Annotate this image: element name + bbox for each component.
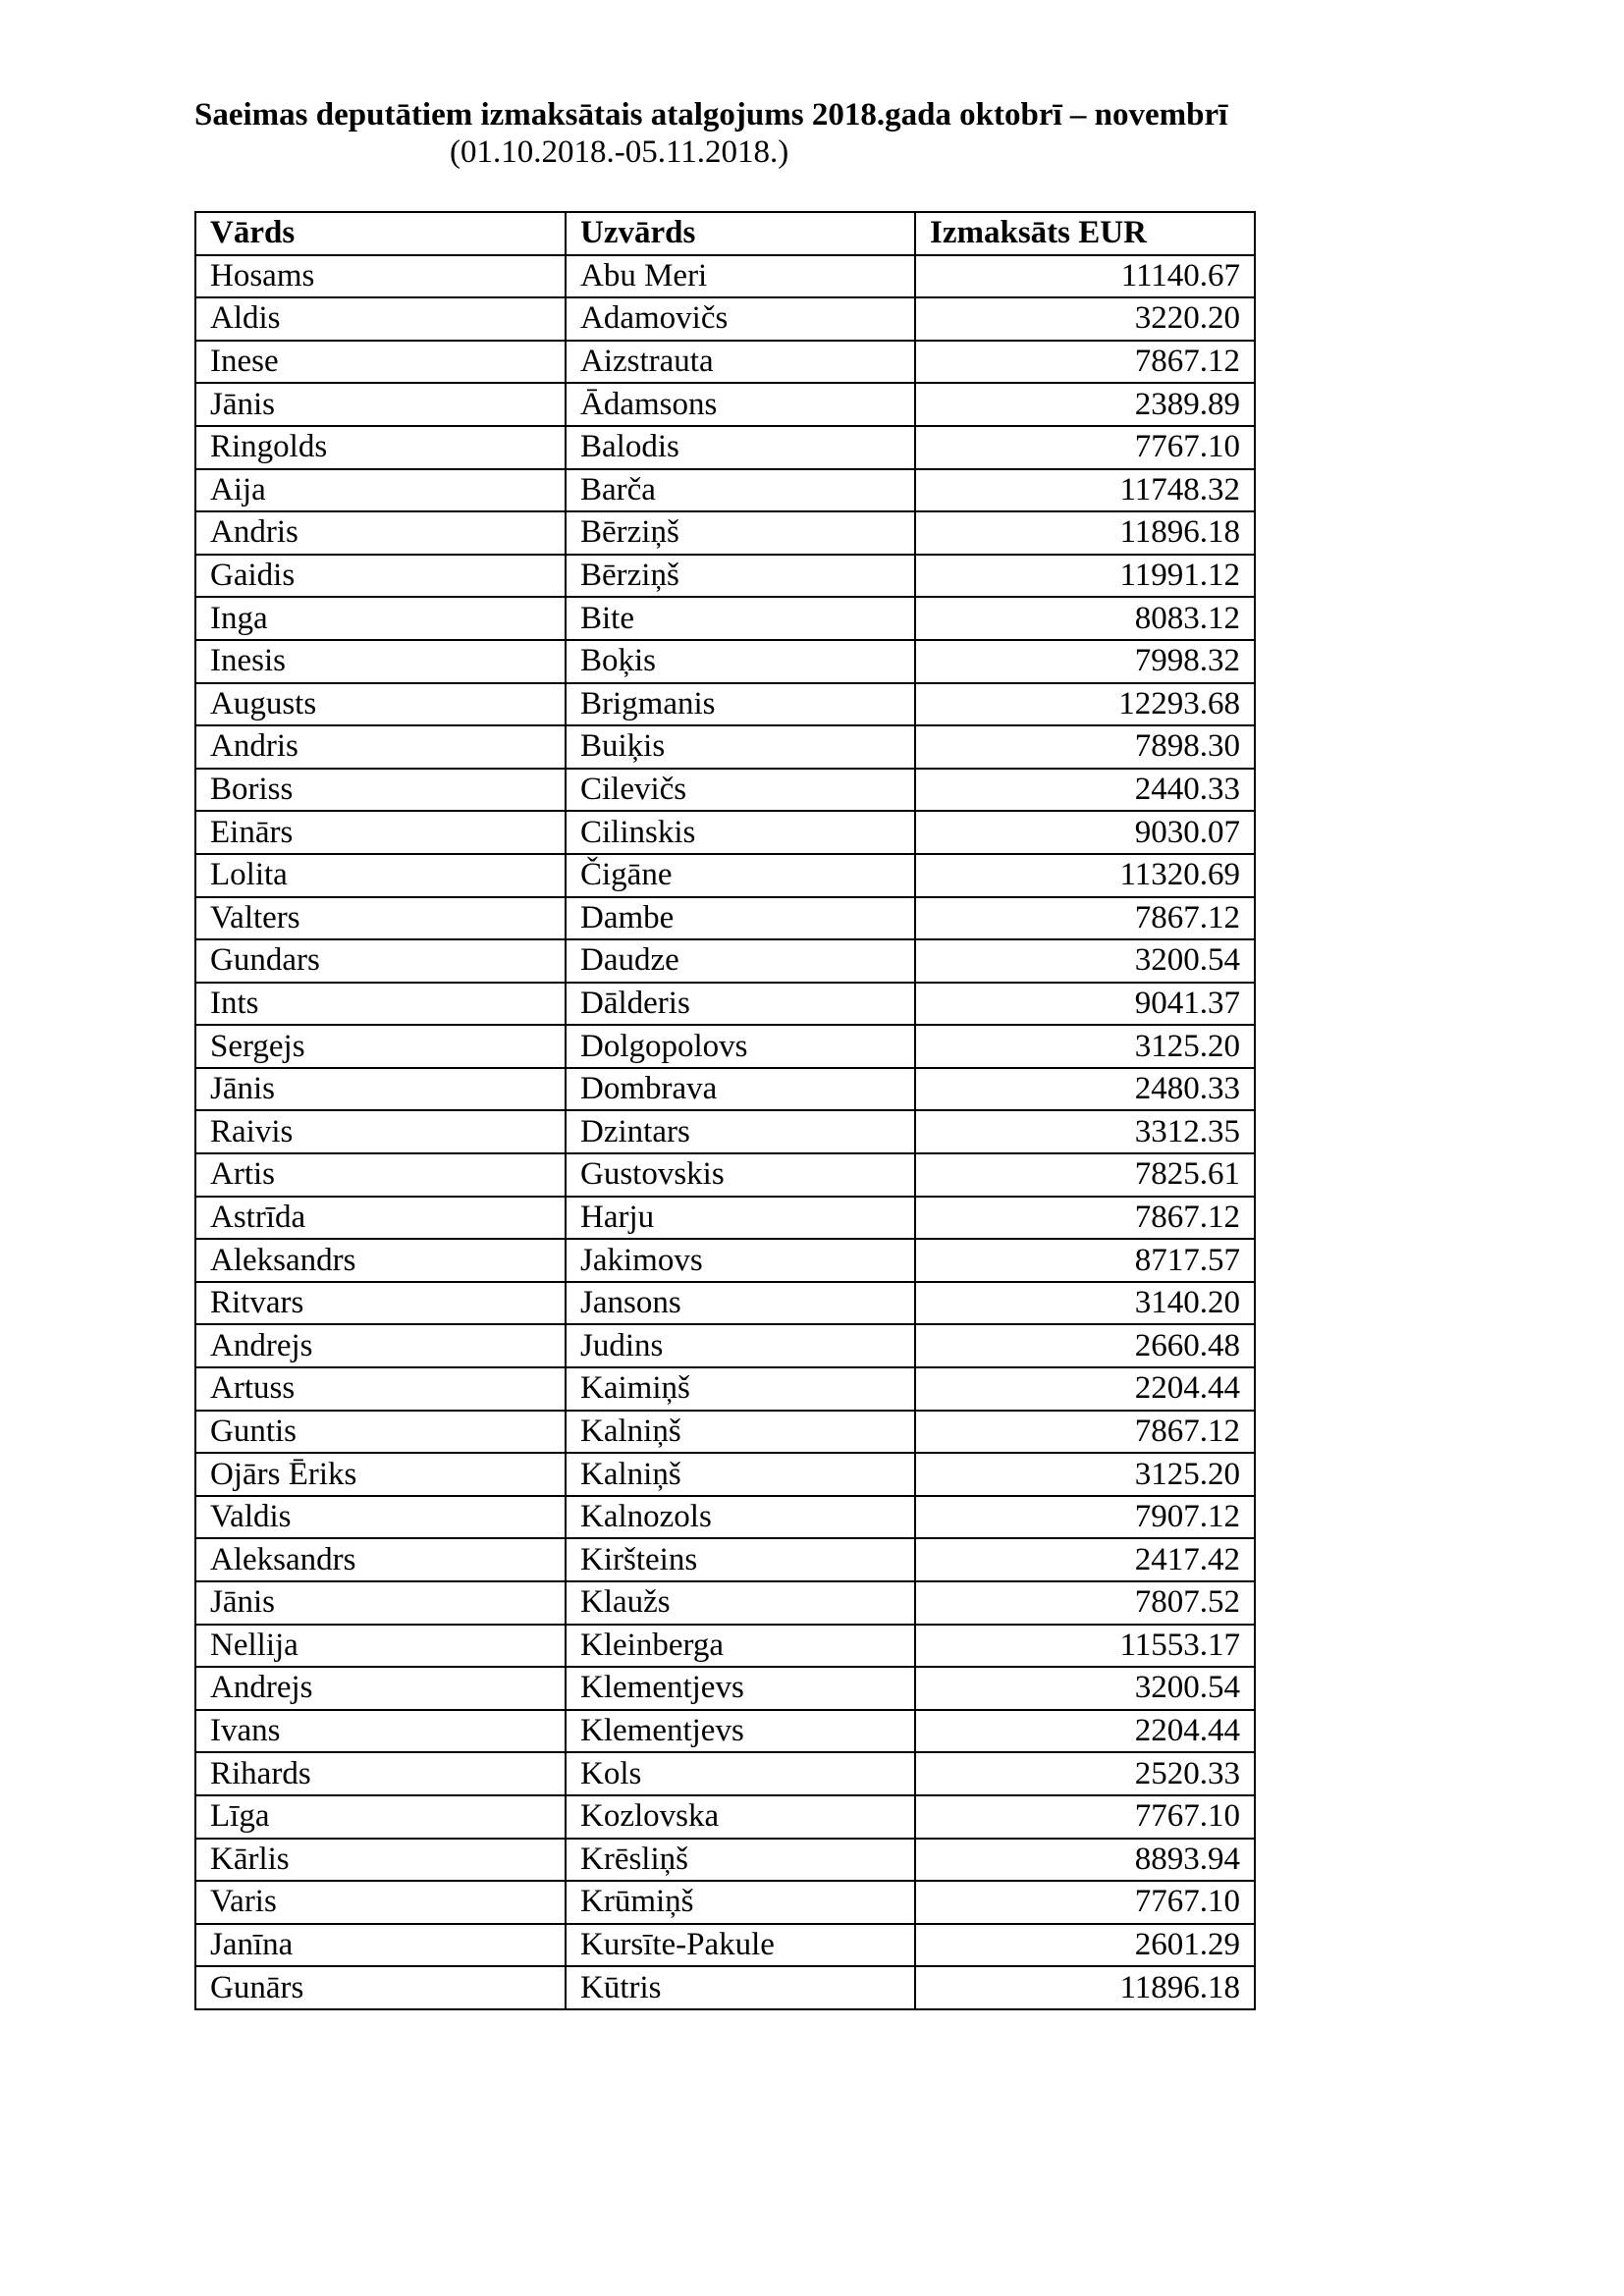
- first-name-cell: Hosams: [195, 255, 566, 298]
- table-row: [195, 426, 1255, 469]
- last-name-cell: Bērziņš: [566, 511, 915, 555]
- first-name-cell: Rihards: [195, 1752, 566, 1795]
- last-name-cell: Kozlovska: [566, 1795, 915, 1839]
- amount-cell: 2204.44: [915, 1710, 1255, 1753]
- table-row: [195, 897, 1255, 940]
- last-name-cell: Barča: [566, 469, 915, 512]
- first-name-cell: Janīna: [195, 1924, 566, 1967]
- amount-cell: 11896.18: [915, 511, 1255, 555]
- amount-cell: 11748.32: [915, 469, 1255, 512]
- amount-cell: 3220.20: [915, 297, 1255, 341]
- table-row: [195, 811, 1255, 854]
- table-row: [195, 1197, 1255, 1240]
- last-name-cell: Dolgopolovs: [566, 1025, 915, 1068]
- table-row: [195, 1110, 1255, 1153]
- document-date-range: (01.10.2018.-05.11.2018.): [450, 134, 789, 170]
- amount-cell: 7998.32: [915, 640, 1255, 683]
- last-name-cell: Kūtris: [566, 1966, 915, 2009]
- table-row: [195, 1068, 1255, 1111]
- amount-cell: 7767.10: [915, 1795, 1255, 1839]
- amount-cell: 3312.35: [915, 1110, 1255, 1153]
- table-row: [195, 983, 1255, 1026]
- last-name-cell: Kalniņš: [566, 1411, 915, 1454]
- last-name-cell: Kiršteins: [566, 1538, 915, 1581]
- amount-cell: 11991.12: [915, 555, 1255, 598]
- table-row: [195, 725, 1255, 769]
- first-name-cell: Boriss: [195, 769, 566, 812]
- table-row: [195, 341, 1255, 384]
- amount-cell: 8893.94: [915, 1839, 1255, 1882]
- amount-cell: 11553.17: [915, 1625, 1255, 1668]
- amount-cell: 2480.33: [915, 1068, 1255, 1111]
- first-name-cell: Aldis: [195, 297, 566, 341]
- amount-cell: 7807.52: [915, 1581, 1255, 1625]
- table-row: [195, 854, 1255, 897]
- table-row: [195, 939, 1255, 983]
- last-name-cell: Jansons: [566, 1282, 915, 1325]
- first-name-cell: Einārs: [195, 811, 566, 854]
- first-name-cell: Lolita: [195, 854, 566, 897]
- header-amount: Izmaksāts EUR: [915, 212, 1255, 255]
- table-row: [195, 511, 1255, 555]
- first-name-cell: Jānis: [195, 383, 566, 426]
- last-name-cell: Kursīte-Pakule: [566, 1924, 915, 1967]
- first-name-cell: Artis: [195, 1153, 566, 1197]
- last-name-cell: Daudze: [566, 939, 915, 983]
- first-name-cell: Valdis: [195, 1496, 566, 1539]
- last-name-cell: Kols: [566, 1752, 915, 1795]
- last-name-cell: Boķis: [566, 640, 915, 683]
- first-name-cell: Ringolds: [195, 426, 566, 469]
- last-name-cell: Balodis: [566, 426, 915, 469]
- first-name-cell: Aleksandrs: [195, 1538, 566, 1581]
- first-name-cell: Guntis: [195, 1411, 566, 1454]
- table-row: [195, 255, 1255, 298]
- table-row: [195, 1282, 1255, 1325]
- first-name-cell: Gaidis: [195, 555, 566, 598]
- table-row: [195, 1881, 1255, 1924]
- table-row: [195, 769, 1255, 812]
- header-first-name: Vārds: [195, 212, 566, 255]
- last-name-cell: Klementjevs: [566, 1667, 915, 1710]
- amount-cell: 2389.89: [915, 383, 1255, 426]
- amount-cell: 7867.12: [915, 1197, 1255, 1240]
- first-name-cell: Sergejs: [195, 1025, 566, 1068]
- table-row: [195, 1839, 1255, 1882]
- last-name-cell: Čigāne: [566, 854, 915, 897]
- first-name-cell: Ints: [195, 983, 566, 1026]
- table-row: [195, 1496, 1255, 1539]
- first-name-cell: Ivans: [195, 1710, 566, 1753]
- last-name-cell: Ādamsons: [566, 383, 915, 426]
- last-name-cell: Dālderis: [566, 983, 915, 1026]
- table-row: [195, 1752, 1255, 1795]
- last-name-cell: Harju: [566, 1197, 915, 1240]
- amount-cell: 8083.12: [915, 597, 1255, 640]
- last-name-cell: Dombrava: [566, 1068, 915, 1111]
- amount-cell: 9030.07: [915, 811, 1255, 854]
- last-name-cell: Kleinberga: [566, 1625, 915, 1668]
- last-name-cell: Buiķis: [566, 725, 915, 769]
- table-row: [195, 555, 1255, 598]
- amount-cell: 11140.67: [915, 255, 1255, 298]
- first-name-cell: Gundars: [195, 939, 566, 983]
- first-name-cell: Andrejs: [195, 1667, 566, 1710]
- first-name-cell: Andrejs: [195, 1324, 566, 1367]
- first-name-cell: Ritvars: [195, 1282, 566, 1325]
- amount-cell: 7907.12: [915, 1496, 1255, 1539]
- last-name-cell: Judins: [566, 1324, 915, 1367]
- table-row: [195, 1581, 1255, 1625]
- table-row: [195, 1795, 1255, 1839]
- table-row: [195, 1924, 1255, 1967]
- last-name-cell: Kalnozols: [566, 1496, 915, 1539]
- last-name-cell: Dzintars: [566, 1110, 915, 1153]
- first-name-cell: Gunārs: [195, 1966, 566, 2009]
- table-row: [195, 1153, 1255, 1197]
- amount-cell: 2204.44: [915, 1367, 1255, 1411]
- table-row: [195, 1966, 1255, 2009]
- amount-cell: 3200.54: [915, 939, 1255, 983]
- first-name-cell: Aleksandrs: [195, 1239, 566, 1282]
- amount-cell: 7767.10: [915, 1881, 1255, 1924]
- amount-cell: 7825.61: [915, 1153, 1255, 1197]
- first-name-cell: Līga: [195, 1795, 566, 1839]
- first-name-cell: Augusts: [195, 683, 566, 726]
- first-name-cell: Ojārs Ēriks: [195, 1453, 566, 1496]
- table-row: [195, 1411, 1255, 1454]
- last-name-cell: Abu Meri: [566, 255, 915, 298]
- amount-cell: 7898.30: [915, 725, 1255, 769]
- amount-cell: 3125.20: [915, 1025, 1255, 1068]
- document-title: Saeimas deputātiem izmaksātais atalgojums 2018.gada oktobrī – novembrī: [194, 97, 1228, 133]
- first-name-cell: Kārlis: [195, 1839, 566, 1882]
- first-name-cell: Aija: [195, 469, 566, 512]
- last-name-cell: Brigmanis: [566, 683, 915, 726]
- first-name-cell: Astrīda: [195, 1197, 566, 1240]
- table-row: [195, 383, 1255, 426]
- first-name-cell: Raivis: [195, 1110, 566, 1153]
- table-row: [195, 1625, 1255, 1668]
- amount-cell: 7867.12: [915, 897, 1255, 940]
- amount-cell: 3125.20: [915, 1453, 1255, 1496]
- amount-cell: 2520.33: [915, 1752, 1255, 1795]
- last-name-cell: Adamovičs: [566, 297, 915, 341]
- table-row: [195, 640, 1255, 683]
- table-header-row: [195, 212, 1255, 255]
- table-row: [195, 683, 1255, 726]
- last-name-cell: Bērziņš: [566, 555, 915, 598]
- last-name-cell: Klaužs: [566, 1581, 915, 1625]
- table-row: [195, 469, 1255, 512]
- first-name-cell: Varis: [195, 1881, 566, 1924]
- amount-cell: 7867.12: [915, 341, 1255, 384]
- last-name-cell: Kaimiņš: [566, 1367, 915, 1411]
- amount-cell: 2417.42: [915, 1538, 1255, 1581]
- table-row: [195, 1025, 1255, 1068]
- last-name-cell: Cilevičs: [566, 769, 915, 812]
- amount-cell: 2660.48: [915, 1324, 1255, 1367]
- amount-cell: 11320.69: [915, 854, 1255, 897]
- first-name-cell: Andris: [195, 511, 566, 555]
- amount-cell: 7867.12: [915, 1411, 1255, 1454]
- table-row: [195, 1453, 1255, 1496]
- amount-cell: 2601.29: [915, 1924, 1255, 1967]
- amount-cell: 7767.10: [915, 426, 1255, 469]
- first-name-cell: Inga: [195, 597, 566, 640]
- last-name-cell: Aizstrauta: [566, 341, 915, 384]
- last-name-cell: Krūmiņš: [566, 1881, 915, 1924]
- amount-cell: 2440.33: [915, 769, 1255, 812]
- table-row: [195, 1324, 1255, 1367]
- table-row: [195, 1239, 1255, 1282]
- payroll-table: [194, 211, 1256, 2010]
- table-row: [195, 1667, 1255, 1710]
- last-name-cell: Bite: [566, 597, 915, 640]
- last-name-cell: Kalniņš: [566, 1453, 915, 1496]
- amount-cell: 11896.18: [915, 1966, 1255, 2009]
- table-row: [195, 597, 1255, 640]
- first-name-cell: Jānis: [195, 1068, 566, 1111]
- table-row: [195, 1538, 1255, 1581]
- amount-cell: 12293.68: [915, 683, 1255, 726]
- first-name-cell: Artuss: [195, 1367, 566, 1411]
- amount-cell: 8717.57: [915, 1239, 1255, 1282]
- last-name-cell: Jakimovs: [566, 1239, 915, 1282]
- first-name-cell: Inese: [195, 341, 566, 384]
- amount-cell: 3200.54: [915, 1667, 1255, 1710]
- amount-cell: 3140.20: [915, 1282, 1255, 1325]
- last-name-cell: Krēsliņš: [566, 1839, 915, 1882]
- table-row: [195, 297, 1255, 341]
- first-name-cell: Inesis: [195, 640, 566, 683]
- table-row: [195, 1367, 1255, 1411]
- last-name-cell: Dambe: [566, 897, 915, 940]
- last-name-cell: Klementjevs: [566, 1710, 915, 1753]
- first-name-cell: Jānis: [195, 1581, 566, 1625]
- header-last-name: Uzvārds: [566, 212, 915, 255]
- table-row: [195, 1710, 1255, 1753]
- first-name-cell: Andris: [195, 725, 566, 769]
- last-name-cell: Cilinskis: [566, 811, 915, 854]
- last-name-cell: Gustovskis: [566, 1153, 915, 1197]
- first-name-cell: Valters: [195, 897, 566, 940]
- table-body: [195, 255, 1255, 2009]
- first-name-cell: Nellija: [195, 1625, 566, 1668]
- amount-cell: 9041.37: [915, 983, 1255, 1026]
